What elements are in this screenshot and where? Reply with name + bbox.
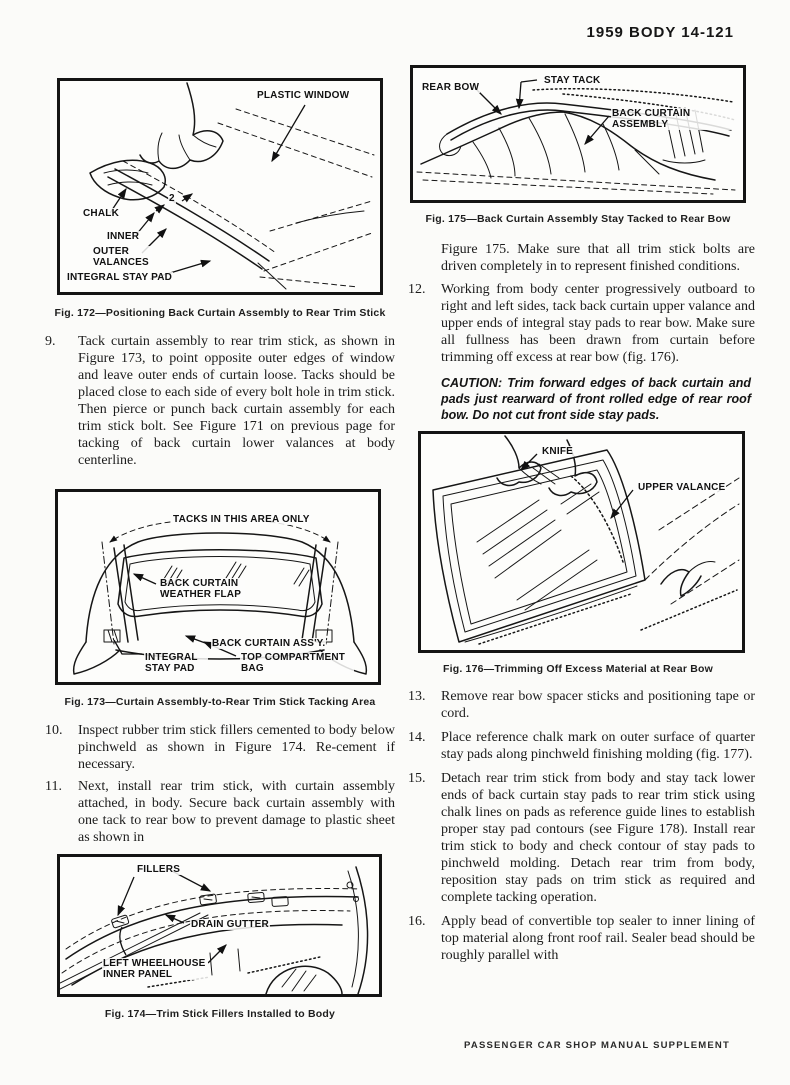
fig176-label-knife: KNIFE — [542, 446, 573, 457]
fig172-label-inner: INNER — [107, 231, 140, 242]
caution-text: Trim forward edges of back curtain and pads just rearward of front rolled edge of rear roof bow. Do not cut front side stay pads. — [441, 376, 751, 422]
figure-176 — [418, 431, 745, 653]
fig173-label-top-compartment-bag: TOP COMPARTMENT BAG — [240, 652, 354, 674]
fig173-label-weather-flap: BACK CURTAIN WEATHER FLAP — [159, 578, 245, 600]
step-11 — [45, 778, 395, 846]
step-15 — [408, 770, 755, 906]
step-12-number: 12. — [408, 282, 426, 297]
figure-173 — [55, 489, 381, 685]
step-10-text: Inspect rubber trim stick fillers cemented to body below pinchweld as shown in Figure 174. Re-cement if necessary. — [78, 723, 395, 772]
fig173-label-tacks-area: TACKS IN THIS AREA ONLY — [173, 514, 310, 525]
fig174-label-drain-gutter: DRAIN GUTTER — [191, 919, 269, 930]
fig176-label-upper-valance: UPPER VALANCE — [638, 482, 726, 493]
fig174-label-left-wheelhouse: LEFT WHEELHOUSE INNER PANEL — [102, 958, 208, 980]
step-14-text: Place reference chalk mark on outer surface of quarter stay pads along pinchweld finishing molding (fig. 177). — [441, 730, 755, 762]
fig172-label-outer-valances: OUTER VALANCES — [92, 246, 152, 268]
step-16 — [408, 913, 755, 964]
step-14-number: 14. — [408, 730, 426, 745]
fig173-label-back-curtain-assy: BACK CURTAIN ASS'Y. — [212, 638, 326, 649]
step-15-number: 15. — [408, 771, 426, 786]
fig175-label-stay-tack: STAY TACK — [544, 75, 601, 86]
step-15-text: Detach rear trim stick from body and stay tack lower ends of back curtain stay pads to rear trim stick using chalk lines on pads as reference guide lines to establish proper stay pad contours (see Figure 178). Install rear trim stick to body and check contour of stay pads to pinchweld molding. Detach rear trim from body, reposition stay pads on trim stick as required and complete tacking operation. — [441, 771, 755, 905]
figure-174 — [57, 854, 382, 997]
fig174-label-fillers: FILLERS — [137, 864, 181, 875]
figure-175 — [410, 65, 746, 203]
step-13 — [408, 688, 755, 722]
fig172-label-integral-stay-pad: INTEGRAL STAY PAD — [67, 272, 173, 283]
figure-172 — [57, 78, 383, 295]
right-column — [408, 0, 755, 964]
step-11-number: 11. — [45, 779, 62, 794]
figure-176-drawing — [421, 434, 742, 650]
figure-176-caption: Fig. 176—Trimming Off Excess Material at Rear Bow — [442, 663, 714, 675]
step-11-continuation: Figure 175. Make sure that all trim stick bolts are driven completely in to represent finished conditions. — [441, 242, 755, 274]
page-header: 1959 BODY 14-121 — [586, 24, 734, 41]
fig173-label-integral-stay-pad: INTEGRAL STAY PAD — [144, 652, 208, 674]
caution-note — [441, 375, 751, 423]
fig175-label-back-curtain-assembly: BACK CURTAIN ASSEMBLY — [611, 108, 743, 130]
fig172-label-plastic-window: PLASTIC WINDOW — [257, 90, 350, 101]
step-12 — [408, 281, 755, 366]
left-column — [45, 0, 395, 1020]
fig172-label-dimension: 2 — [169, 193, 175, 204]
page-footer: PASSENGER CAR SHOP MANUAL SUPPLEMENT — [464, 1040, 730, 1051]
figure-174-caption: Fig. 174—Trim Stick Fillers Installed to Body — [104, 1008, 336, 1020]
step-13-number: 13. — [408, 689, 426, 704]
step-11-text: Next, install rear trim stick, with curtain assembly attached, in body. Secure back curtain assembly with one tack to rear bow to prevent damage to plastic sheet as shown in — [78, 779, 395, 845]
fig175-label-rear-bow: REAR BOW — [422, 82, 480, 93]
step-13-text: Remove rear bow spacer sticks and positioning tape or cord. — [441, 689, 755, 721]
fig172-label-chalk: CHALK — [83, 208, 119, 219]
step-14 — [408, 729, 755, 763]
caution-label: CAUTION: — [441, 376, 503, 390]
step-12-text: Working from body center progressively outboard to right and left sides, tack back curtain upper valance and upper ends of integral stay pads to rear bow. Make sure all fullness has been drawn from curtain before trimming off excess at rear bow (fig. 176). — [441, 282, 755, 365]
step-9-text: Tack curtain assembly to rear trim stick, as shown in Figure 173, to point opposite outer edges of window and leave outer ends of curtain loose. Tacks should be placed close to each side of every bolt hole in trim stick. Then pierce or punch back curtain assembly for each trim stick bolt. See Figure 171 on previous page for tacking of back curtain lower valances at body centerline. — [78, 334, 395, 468]
step-9-number: 9. — [45, 334, 56, 349]
figure-173-caption: Fig. 173—Curtain Assembly-to-Rear Trim Stick Tacking Area — [64, 696, 376, 708]
figure-172-caption: Fig. 172—Positioning Back Curtain Assembly to Rear Trim Stick — [54, 307, 386, 319]
step-16-text: Apply bead of convertible top sealer to inner lining of top material along front roof rail. Sealer bead should be roughly parallel with — [441, 914, 755, 963]
step-10 — [45, 722, 395, 773]
step-16-number: 16. — [408, 914, 426, 929]
step-10-number: 10. — [45, 723, 63, 738]
figure-175-caption: Fig. 175—Back Curtain Assembly Stay Tacked to Rear Bow — [425, 213, 731, 225]
step-9 — [45, 333, 395, 469]
